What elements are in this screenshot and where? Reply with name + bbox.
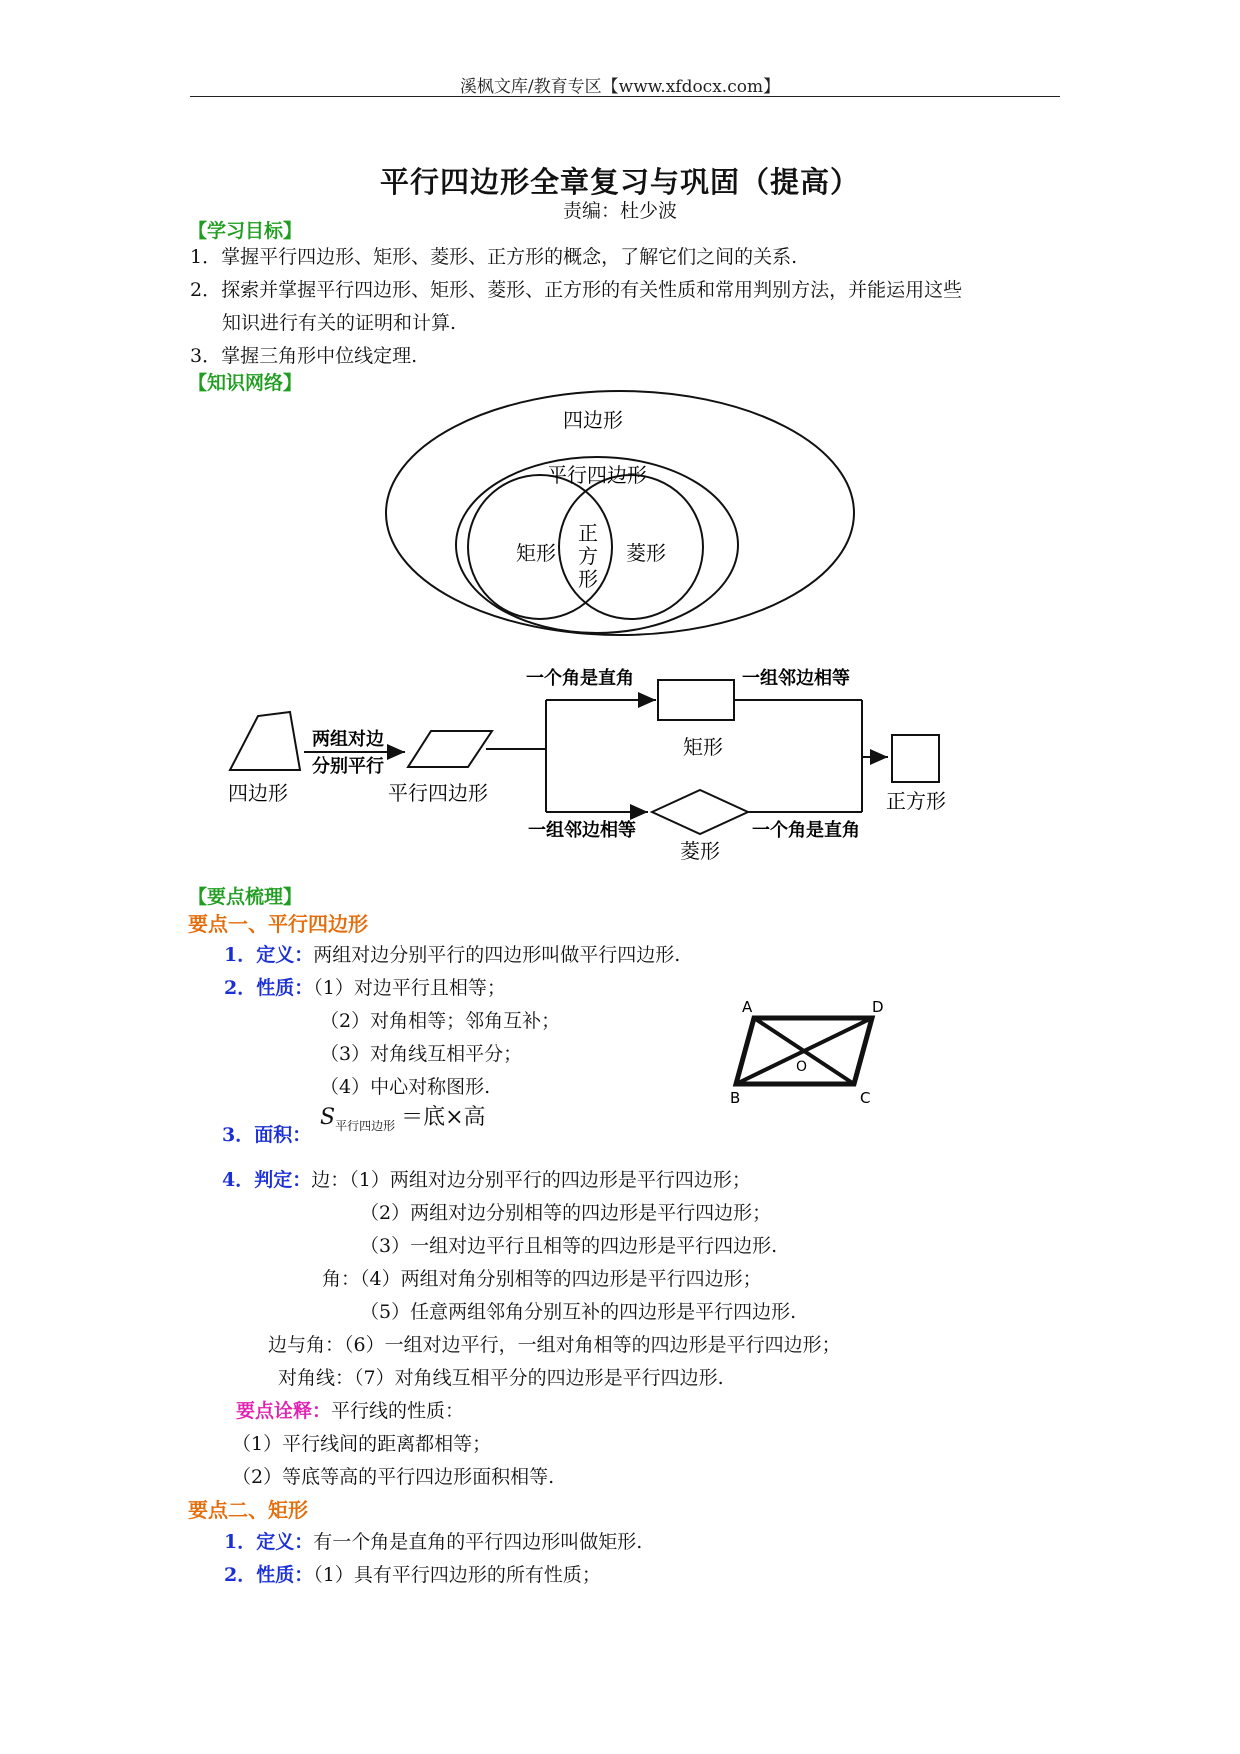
p1-note-line (236, 1396, 464, 1423)
judge-angle-label: 角： (322, 1268, 361, 1290)
judge-diag-label: 对角线： (278, 1367, 355, 1389)
figure-label-c: C (860, 1089, 871, 1107)
point2-title: 要点二、矩形 (188, 1498, 308, 1522)
flow-rhombus-shape (652, 790, 748, 834)
p1-note-1: （1）平行线间的距离都相等； (232, 1433, 492, 1455)
goal-item-2-cont: 知识进行有关的证明和计算. (222, 312, 457, 334)
flow-bottom-cond: 一组邻边相等 (528, 820, 636, 841)
p2-prop-1: （1）具有平行四边形的所有性质； (313, 1564, 601, 1586)
p2-prop-label: 2．性质： (224, 1564, 314, 1586)
venn-center-label-3: 形 (578, 567, 598, 591)
flow-square-shape (892, 735, 939, 782)
goal-item-2: 2．探索并掌握平行四边形、矩形、菱形、正方形的有关性质和常用判别方法，并能运用这些 (190, 279, 963, 301)
flow-quad-shape (230, 712, 300, 770)
flow-rhombus-label: 菱形 (680, 839, 720, 863)
p1-prop-label: 2．性质： (224, 977, 314, 999)
p1-note-2: （2）等底等高的平行四边形面积相等. (232, 1466, 555, 1488)
network-heading: 【知识网络】 (188, 372, 303, 394)
area-subscript: 平行四边形 (335, 1119, 396, 1133)
area-s-symbol: S (320, 1105, 336, 1130)
p1-note-label: 要点诠释： (236, 1400, 332, 1422)
p1-area-label: 3．面积： (222, 1124, 312, 1146)
venn-right-label: 菱形 (626, 541, 666, 565)
flow-square-label: 正方形 (886, 789, 946, 813)
venn-center-label-2: 方 (578, 544, 598, 568)
judge-1: （1）两组对边分别平行的四边形是平行四边形； (349, 1169, 751, 1191)
figure-label-d: D (872, 998, 884, 1016)
page-header: 溪枫文库/教育专区【www.xfdocx.com】 (459, 77, 781, 97)
goal-item-1: 1．掌握平行四边形、矩形、菱形、正方形的概念，了解它们之间的关系. (190, 246, 798, 268)
p1-judge-mixed-line (268, 1330, 841, 1357)
area-equation: ＝底×高 (401, 1105, 486, 1130)
judge-2: （2）两组对边分别相等的四边形是平行四边形； (360, 1202, 772, 1224)
goals-heading: 【学习目标】 (188, 220, 303, 242)
figure-label-b: B (730, 1089, 741, 1107)
judge-mixed-label: 边与角： (268, 1334, 345, 1356)
p1-judge-diag-line (278, 1363, 724, 1390)
venn-outer-label: 四边形 (563, 408, 623, 432)
judge-3: （3）一组对边平行且相等的四边形是平行四边形. (360, 1235, 778, 1257)
venn-middle-label: 平行四边形 (547, 463, 647, 487)
judge-6: （6）一组对边平行，一组对角相等的四边形是平行四边形； (344, 1334, 841, 1356)
points-heading: 【要点梳理】 (188, 886, 303, 908)
flow-top-right-cond: 一组邻边相等 (742, 668, 850, 689)
p1-prop-4: （4）中心对称图形. (320, 1076, 491, 1098)
p1-def-label: 1．定义： (224, 944, 314, 966)
flow-bottom-right-cond: 一个角是直角 (752, 820, 860, 841)
judge-5: （5）任意两组邻角分别互补的四边形是平行四边形. (360, 1301, 797, 1323)
p2-prop-line (224, 1560, 601, 1587)
p2-def-line (224, 1527, 642, 1554)
p1-def-text: 两组对边分别平行的四边形叫做平行四边形. (313, 944, 681, 966)
venn-left-label: 矩形 (516, 541, 556, 565)
p1-def-line (224, 940, 680, 967)
p1-prop-line (224, 973, 506, 1000)
flow-para-shape (408, 731, 492, 767)
judge-4: （4）两组对角分别相等的四边形是平行四边形； (360, 1268, 762, 1290)
judge-7: （7）对角线互相平分的四边形是平行四边形. (354, 1367, 724, 1389)
doc-title: 平行四边形全章复习与巩固（提高） (379, 165, 860, 199)
flow-cond1-line1: 两组对边 (312, 729, 384, 750)
p1-judge-line-1 (222, 1165, 751, 1192)
p1-prop-1: （1）对边平行且相等； (313, 977, 506, 999)
p1-area-formula (320, 1100, 486, 1131)
flow-top-cond: 一个角是直角 (526, 668, 634, 689)
p1-prop-3: （3）对角线互相平分； (320, 1043, 523, 1065)
goal-item-3: 3．掌握三角形中位线定理. (190, 345, 418, 367)
flow-cond1-line2: 分别平行 (312, 756, 384, 777)
flow-rect-shape (658, 680, 734, 720)
p1-note-text: 平行线的性质： (331, 1400, 465, 1422)
venn-center-label-1: 正 (578, 521, 598, 545)
parallelogram-figure (730, 995, 890, 1115)
p2-def-text: 有一个角是直角的平行四边形叫做矩形. (313, 1531, 643, 1553)
judge-side-label: 边： (311, 1169, 350, 1191)
p1-judge-angle-line (322, 1264, 762, 1291)
figure-label-o: O (796, 1059, 808, 1075)
p1-judge-label: 4．判定： (222, 1169, 312, 1191)
editor-line: 责编：杜少波 (562, 200, 677, 222)
p2-def-label: 1．定义： (224, 1531, 314, 1553)
p1-prop-2: （2）对角相等；邻角互补； (320, 1010, 561, 1032)
point1-title: 要点一、平行四边形 (188, 912, 368, 936)
flow-rect-label: 矩形 (683, 735, 723, 759)
flow-quad-label: 四边形 (228, 781, 288, 805)
flow-para-label: 平行四边形 (388, 781, 488, 805)
figure-label-a: A (742, 998, 753, 1016)
